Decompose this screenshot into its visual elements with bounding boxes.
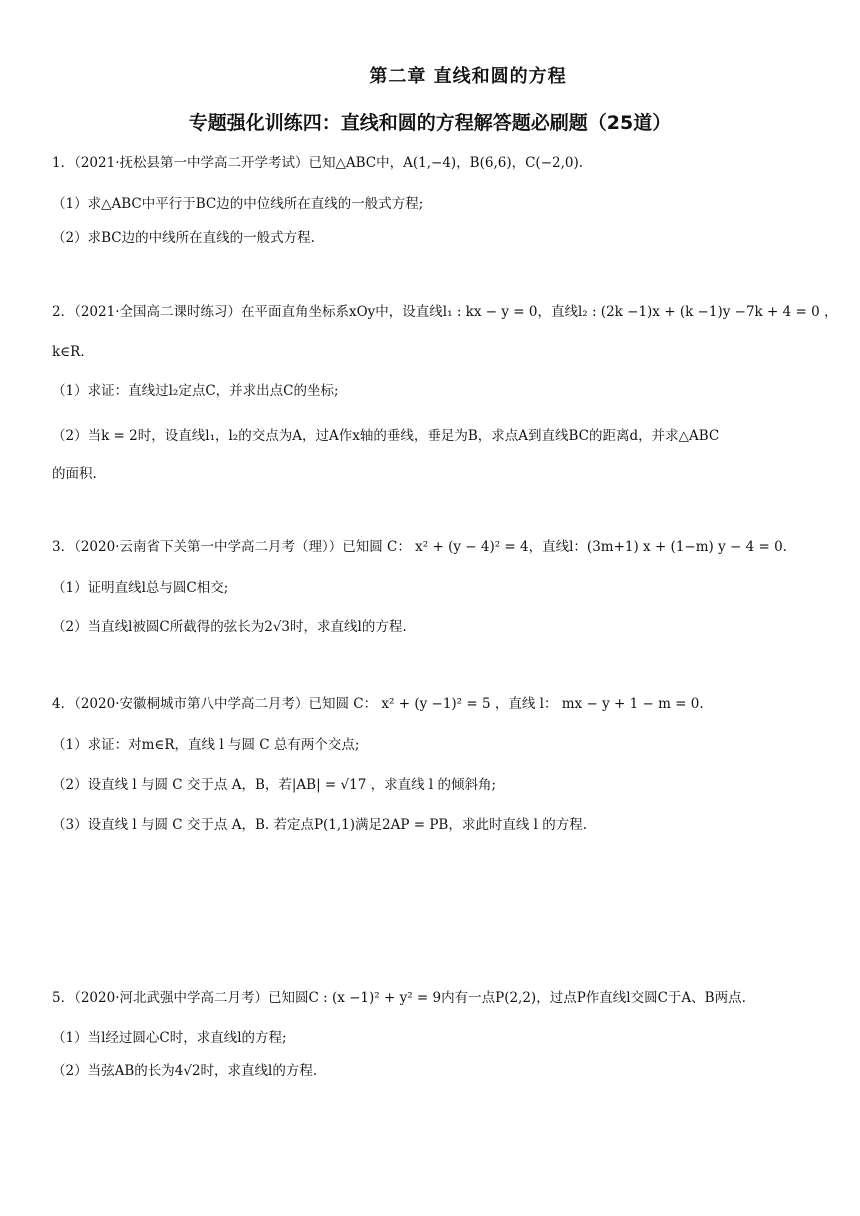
problem-1-stem: 1．（2021·抚松县第一中学高二开学考试）已知△ABC中，A(1,−4)，B(6,6)，C(−2,0). xyxy=(52,155,584,171)
problem-2-part-2: （2）当k = 2时，设直线l₁，l₂的交点为A，过A作x轴的垂线，垂足为B，求点A到直线BC的距离d，并求△ABC xyxy=(52,428,720,444)
problem-2-part-1: （1）求证：直线过l₂定点C，并求出点C的坐标; xyxy=(52,383,339,399)
problem-3-part-2: （2）当直线l被圆C所截得的弦长为2√3时，求直线l的方程. xyxy=(52,619,407,635)
problem-4-part-1: （1）求证：对m∈R，直线 l 与圆 C 总有两个交点; xyxy=(52,737,360,753)
problem-1-part-2: （2）求BC边的中线所在直线的一般式方程. xyxy=(52,230,315,246)
problem-2-stem-cont: k∈R. xyxy=(52,344,85,360)
chapter-title: 第二章 直线和圆的方程 xyxy=(369,66,567,87)
problem-2-part-2-cont: 的面积. xyxy=(52,466,97,482)
problem-5-part-2: （2）当弦AB的长为4√2时，求直线l的方程. xyxy=(52,1063,318,1079)
problem-4-stem: 4．（2020·安徽桐城市第八中学高二月考）已知圆 C： x² + (y −1)² = 5 ，直线 l： mx − y + 1 − m = 0. xyxy=(52,696,704,712)
problem-4-part-2: （2）设直线 l 与圆 C 交于点 A，B，若|AB| = √17 ，求直线 l 的倾斜角; xyxy=(52,777,497,793)
problem-5-stem: 5．（2020·河北武强中学高二月考）已知圆C : (x −1)² + y² = 9内有一点P(2,2)，过点P作直线l交圆C于A、B两点. xyxy=(52,990,746,1006)
problem-3-part-1: （1）证明直线l总与圆C相交; xyxy=(52,580,229,596)
problem-2-stem: 2．（2021·全国高二课时练习）在平面直角坐标系xOy中，设直线l₁ : kx − y = 0，直线l₂ : (2k −1)x + (k −1)y −7k + 4 = 0 ， xyxy=(52,304,838,320)
problem-4-part-3: （3）设直线 l 与圆 C 交于点 A，B. 若定点P(1,1)满足2AP = PB，求此时直线 l 的方程. xyxy=(52,817,588,833)
problem-5-part-1: （1）当l经过圆心C时，求直线l的方程; xyxy=(52,1030,287,1046)
problem-3-stem: 3．（2020·云南省下关第一中学高二月考（理））已知圆 C： x² + (y − 4)² = 4，直线l：(3m+1) x + (1−m) y − 4 = 0. xyxy=(52,539,787,555)
worksheet-subtitle: 专题强化训练四：直线和圆的方程解答题必刷题（25道） xyxy=(188,112,672,134)
problem-1-part-1: （1）求△ABC中平行于BC边的中位线所在直线的一般式方程; xyxy=(52,196,424,212)
